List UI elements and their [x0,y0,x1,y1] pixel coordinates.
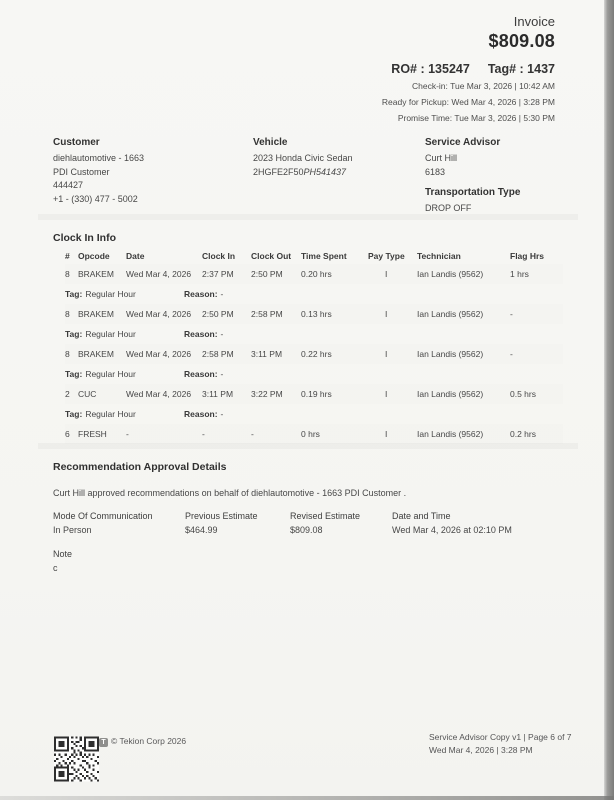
col-flag-hrs: Flag Hrs [510,250,545,261]
promise-time: Promise Time: Tue Mar 3, 2026 | 5:30 PM [397,113,555,123]
copy-version: Service Advisor Copy v1 | Page 6 of 7 [429,732,572,742]
approval-statement: Curt Hill approved recommendations on behalf of diehlautomotive - 1663 PDI Customer . [53,488,407,498]
reason-value: - [220,289,224,299]
reason-value: - [220,329,224,339]
field-label: Date and Time [392,511,451,521]
note-value: c [53,563,58,573]
col-technician: Technician [417,250,461,261]
field-revised-estimate [290,509,392,537]
cell-technician: Ian Landis (9562) [417,269,484,279]
customer-number: 444427 [53,180,84,190]
field-value: $809.08 [290,525,323,535]
cell-date: Wed Mar 4, 2026 [126,349,192,359]
col-clock-out: Clock Out [251,250,292,261]
approval-fields [53,509,563,537]
tag-label: Tag: [65,289,83,299]
cell-opcode: BRAKEM [78,309,114,319]
cell-technician: Ian Landis (9562) [417,349,484,359]
cell-time-spent: 0.13 hrs [301,309,332,319]
ro-number: RO# : 135247 [391,62,470,76]
col-clock-in: Clock In [202,250,236,261]
cell-clock-out: 2:58 PM [251,309,283,319]
col-opcode: Opcode [78,250,110,261]
field-mode-of-communication [53,509,185,537]
cell-date: Wed Mar 4, 2026 [126,269,192,279]
col-date: Date [126,250,145,261]
customer-phone: +1 - (330) 477 - 5002 [53,193,138,204]
invoice-label: Invoice [513,14,555,29]
cell-time-spent: 0.19 hrs [301,389,332,399]
copyright-text: © Tekion Corp 2026 [111,736,187,746]
cell-flag-hrs: 0.2 hrs [510,429,536,439]
customer-type: PDI Customer [53,166,110,177]
cell-clock-in: 3:11 PM [202,389,234,399]
table-header-row [65,247,563,264]
cell-clock-out: 2:50 PM [251,269,283,279]
vehicle-block [253,136,418,179]
reason-label: Reason: [184,329,218,339]
cell-pay-type: I [385,349,388,359]
cell-pay-type: I [385,389,388,399]
cell-num: 8 [65,349,70,359]
field-value: $464.99 [185,525,218,535]
field-previous-estimate [185,509,290,537]
vehicle-model: 2023 Honda Civic Sedan [253,153,353,163]
service-advisor-title: Service Advisor [425,137,501,148]
cell-date: - [126,429,129,439]
cell-date: Wed Mar 4, 2026 [126,309,192,319]
cell-opcode: BRAKEM [78,349,114,359]
reason-label: Reason: [184,409,218,419]
reason-value: - [220,369,224,379]
service-advisor-number: 6183 [425,166,446,177]
table-row [65,384,563,404]
cell-time-spent: 0.20 hrs [301,269,332,279]
clock-in-section [53,231,563,444]
reason-label: Reason: [184,289,218,299]
tag-row [65,364,563,384]
service-advisor-block [425,136,575,216]
ro-tag-line [382,61,555,77]
cell-opcode: CUC [78,389,97,399]
cell-num: 6 [65,429,70,439]
note-label: Note [53,549,73,559]
transportation-value: DROP OFF [425,203,472,213]
invoice-header [382,14,555,125]
field-label: Revised Estimate [290,511,361,521]
cell-opcode: FRESH [78,429,107,439]
transportation-block [425,186,575,216]
cell-num: 2 [65,389,70,399]
tag-row [65,324,563,344]
scan-edge-right [604,0,614,800]
clock-in-title: Clock In Info [53,232,116,244]
clock-in-table [65,247,563,444]
customer-title: Customer [53,137,100,148]
col-num: # [65,250,70,261]
invoice-amount: $809.08 [488,31,555,51]
col-time-spent: Time Spent [301,250,347,261]
field-value: In Person [53,525,92,535]
col-pay-type: Pay Type [368,250,405,261]
cell-num: 8 [65,309,70,319]
cell-flag-hrs: - [510,309,513,319]
tag-number: Tag# : 1437 [487,62,555,76]
tag-label: Tag: [65,409,83,419]
tag-value: Regular Hour [85,369,136,379]
cell-num: 8 [65,269,70,279]
field-label: Mode Of Communication [53,511,153,521]
cell-clock-in: 2:37 PM [202,269,234,279]
customer-block [53,136,243,206]
cell-technician: Ian Landis (9562) [417,309,484,319]
cell-time-spent: 0 hrs [301,429,320,439]
cell-pay-type: I [385,309,388,319]
cell-date: Wed Mar 4, 2026 [126,389,192,399]
cell-clock-in: - [202,429,205,439]
cell-clock-out: 3:11 PM [251,349,283,359]
recommendation-section [53,460,563,575]
field-label: Previous Estimate [185,511,258,521]
cell-flag-hrs: 0.5 hrs [510,389,536,399]
reason-value: - [220,409,224,419]
checkin-time: Check-in: Tue Mar 3, 2026 | 10:42 AM [411,81,555,91]
tag-value: Regular Hour [85,409,136,419]
cell-pay-type: I [385,269,388,279]
cell-pay-type: I [385,429,388,439]
cell-technician: Ian Landis (9562) [417,429,484,439]
cell-opcode: BRAKEM [78,269,114,279]
recommendation-title: Recommendation Approval Details [53,461,227,473]
customer-name: diehlautomotive - 1663 [53,153,145,163]
scan-edge-bottom [0,796,614,800]
vehicle-title: Vehicle [253,137,288,148]
table-row [65,424,563,444]
tag-label: Tag: [65,329,83,339]
ready-for-pickup-time: Ready for Pickup: Wed Mar 4, 2026 | 3:28 PM [381,97,555,107]
cell-flag-hrs: - [510,349,513,359]
cell-flag-hrs: 1 hrs [510,269,529,279]
tag-row [65,284,563,304]
tekion-logo-icon: T [99,738,108,747]
cell-technician: Ian Landis (9562) [417,389,484,399]
field-date-and-time [392,509,563,537]
vehicle-vin: 2HGFE2F50PH541437 [253,166,347,177]
cell-clock-in: 2:50 PM [202,309,234,319]
service-advisor-name: Curt Hill [425,153,458,163]
footer-right [429,731,572,757]
tag-row [65,404,563,424]
note-block [53,547,563,575]
cell-clock-out: - [251,429,254,439]
qr-code-icon [54,736,99,782]
cell-clock-out: 3:22 PM [251,389,283,399]
tag-label: Tag: [65,369,83,379]
tag-value: Regular Hour [85,329,136,339]
transportation-title: Transportation Type [425,187,521,198]
print-datetime: Wed Mar 4, 2026 | 3:28 PM [429,745,533,755]
table-row [65,264,563,284]
cell-time-spent: 0.22 hrs [301,349,332,359]
table-row [65,304,563,324]
tag-value: Regular Hour [85,289,136,299]
field-value: Wed Mar 4, 2026 at 02:10 PM [392,525,512,535]
table-row [65,344,563,364]
reason-label: Reason: [184,369,218,379]
cell-clock-in: 2:58 PM [202,349,234,359]
